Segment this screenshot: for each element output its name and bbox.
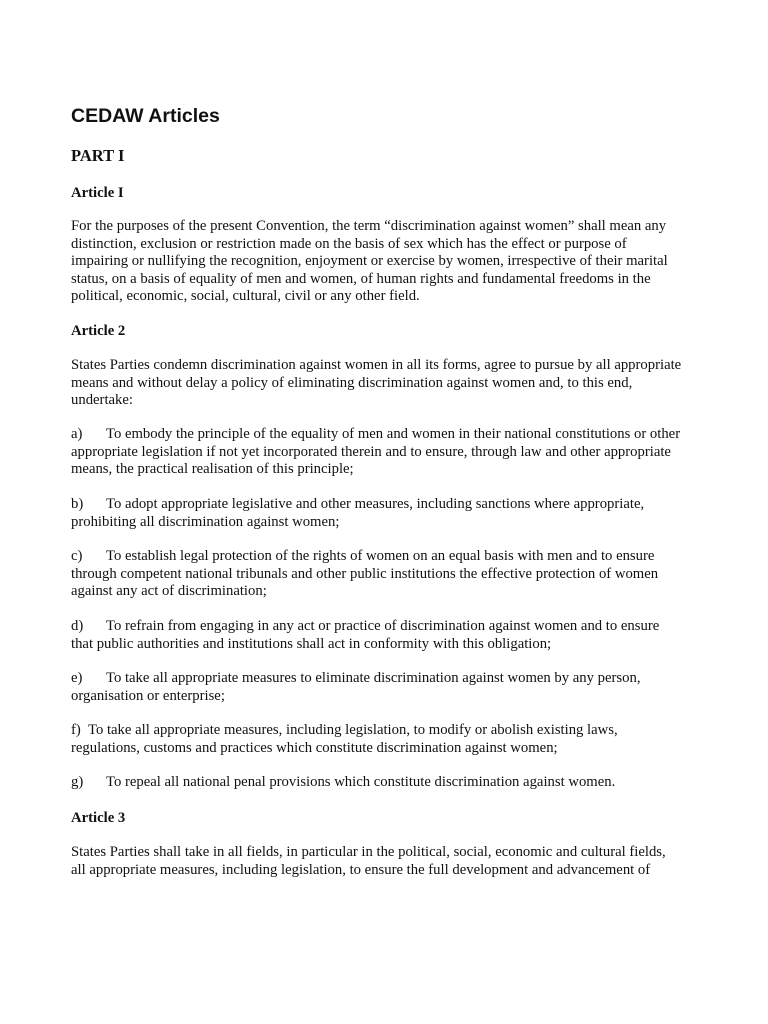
text-line: To repeal all national penal provisions which constitute discrimination against women. bbox=[106, 774, 616, 790]
text-line: organisation or enterprise; bbox=[71, 687, 225, 704]
text-line: means, the practical realisation of this principle; bbox=[71, 461, 354, 478]
item-marker: f) bbox=[71, 722, 81, 738]
text-line: For the purposes of the present Convention, the term “discrimination against women” shall mean any bbox=[71, 218, 667, 234]
article-2-heading: Article 2 bbox=[71, 323, 126, 339]
part-heading: PART I bbox=[71, 146, 125, 165]
article-3-paragraph bbox=[71, 844, 711, 879]
text-line: To take all appropriate measures to eliminate discrimination against women by any person, bbox=[106, 670, 641, 686]
text-line: To refrain from engaging in any act or practice of discrimination against women and to ensure bbox=[106, 618, 660, 634]
text-line: impairing or nullifying the recognition, enjoyment or exercise by women, irrespective of their marital bbox=[71, 253, 668, 270]
text-line: that public authorities and institutions shall act in conformity with this obligation; bbox=[71, 635, 552, 652]
article-1-paragraph bbox=[71, 218, 711, 306]
article-2-item-a bbox=[71, 426, 711, 479]
article-2-item-c bbox=[71, 548, 711, 601]
text-line: States Parties condemn discrimination against women in all its forms, agree to pursue by all appropriate bbox=[71, 357, 682, 373]
text-line: To establish legal protection of the rights of women on an equal basis with men and to ensure bbox=[106, 548, 655, 564]
text-line: To embody the principle of the equality of men and women in their national constitutions or other bbox=[106, 426, 681, 442]
text-line: undertake: bbox=[71, 392, 133, 409]
text-line: prohibiting all discrimination against women; bbox=[71, 513, 340, 530]
item-marker: g) bbox=[71, 774, 84, 790]
article-2-item-f bbox=[71, 722, 711, 757]
text-line: To adopt appropriate legislative and other measures, including sanctions where appropriate, bbox=[106, 496, 645, 512]
article-2-item-e bbox=[71, 670, 711, 705]
article-2-item-g bbox=[71, 774, 711, 792]
text-line: through competent national tribunals and other public institutions the effective protection of women bbox=[71, 565, 659, 582]
text-line: political, economic, social, cultural, civil or any other field. bbox=[71, 288, 420, 305]
article-3-heading: Article 3 bbox=[71, 810, 126, 826]
item-marker: b) bbox=[71, 496, 84, 512]
text-line: To take all appropriate measures, including legislation, to modify or abolish existing laws, bbox=[88, 722, 618, 738]
document-title: CEDAW Articles bbox=[71, 105, 220, 127]
item-marker: a) bbox=[71, 426, 83, 442]
item-marker: e) bbox=[71, 670, 83, 686]
text-line: means and without delay a policy of eliminating discrimination against women and, to this end, bbox=[71, 374, 633, 391]
article-1-heading: Article I bbox=[71, 185, 124, 201]
text-line: States Parties shall take in all fields, in particular in the political, social, economic and cultural fields, bbox=[71, 844, 666, 860]
item-marker: d) bbox=[71, 618, 84, 634]
text-line: appropriate legislation if not yet incorporated therein and to ensure, through law and other appropriate bbox=[71, 443, 671, 460]
text-line: all appropriate measures, including legislation, to ensure the full development and advancement of bbox=[71, 861, 651, 878]
article-2-intro bbox=[71, 357, 711, 410]
text-line: distinction, exclusion or restriction made on the basis of sex which has the effect or purpose of bbox=[71, 235, 627, 252]
text-line: regulations, customs and practices which constitute discrimination against women; bbox=[71, 739, 558, 756]
text-line: against any act of discrimination; bbox=[71, 583, 267, 600]
text-line: status, on a basis of equality of men and women, of human rights and fundamental freedoms in the bbox=[71, 270, 651, 287]
article-2-item-d bbox=[71, 618, 711, 653]
article-2-item-b bbox=[71, 496, 711, 531]
item-marker: c) bbox=[71, 548, 83, 564]
